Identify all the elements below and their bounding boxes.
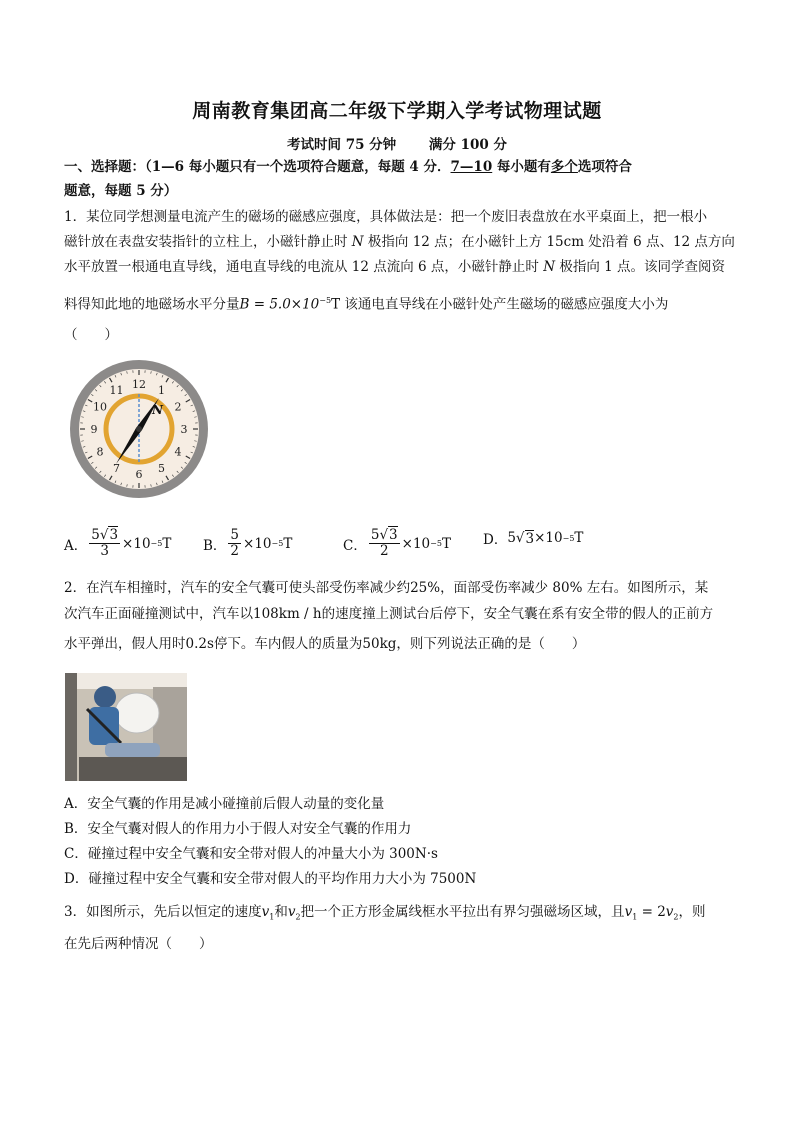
option-tail: ×10 [401, 535, 431, 552]
frac-den: 2 [230, 543, 240, 559]
compass-clock-figure [68, 358, 210, 500]
section-multi: 多个 [550, 159, 578, 175]
q1-line2 [64, 233, 734, 251]
q1-option-a[interactable] [64, 528, 171, 559]
photo-door-frame [65, 673, 77, 781]
clock-number: 10 [93, 400, 108, 414]
option-unit: T [441, 535, 451, 552]
needle-pivot [136, 426, 142, 432]
q3-line1 [64, 903, 734, 927]
option-unit: T [162, 535, 172, 552]
q2-time: 0.2s [185, 636, 214, 652]
q2-option-a[interactable]: A．安全气囊的作用是减小碰撞前后假人动量的变化量 [64, 796, 385, 812]
q3-text: 把一个正方形金属线框水平拉出有界匀强磁场区域，且 [300, 904, 625, 920]
clock-number: 8 [96, 445, 104, 459]
q2-text: 的速度撞上测试台后停下，安全气囊在系有安全带的假人的正前方 [321, 606, 714, 622]
q1-line3 [64, 258, 734, 276]
q2-line1 [64, 579, 734, 597]
v2-symbol: v [287, 904, 296, 920]
q3-line2: 在先后两种情况（ ） [64, 936, 213, 952]
q3-eq: = 2 [637, 904, 666, 920]
v1-symbol: v [261, 904, 270, 920]
q2-speed: 108km / h [253, 606, 322, 622]
q2-pct: 25% [410, 580, 441, 596]
crash-test-photo [65, 673, 187, 781]
q2-option-d[interactable]: D．碰撞过程中安全气囊和安全带对假人的平均作用力大小为 7500N [64, 871, 477, 887]
option-exp: −5 [562, 533, 575, 543]
v1-symbol: v [624, 904, 633, 920]
option-exp: −5 [271, 539, 284, 548]
q1-text: 极指向 12 点；在小磁针上方 15cm 处沿着 6 点、12 点方向 [367, 234, 735, 250]
exam-title: 周南教育集团高二年级下学期入学考试物理试题 [192, 100, 602, 122]
q2-text: 次汽车正面碰撞测试中，汽车以 [64, 606, 253, 622]
section-header [64, 158, 734, 176]
q2-text: ，则下列说法正确的是（ ） [396, 636, 586, 652]
q2-option-c[interactable]: C．碰撞过程中安全气囊和安全带对假人的冲量大小为 300N·s [64, 846, 438, 862]
clock-number: 6 [135, 468, 143, 481]
frac-num: 5 [370, 527, 380, 543]
v1-sub: 1 [632, 912, 638, 922]
clock-number: 11 [109, 384, 124, 398]
q1-text: 料得知此地的地磁场水平分量 [64, 296, 240, 313]
b-formula: B = 5.0×10 [239, 296, 320, 313]
clock-number: 9 [90, 423, 98, 436]
v2-sub: 2 [295, 912, 301, 922]
option-tail: ×10 [534, 530, 563, 546]
v2-sub: 2 [673, 912, 679, 922]
option-fraction [228, 528, 241, 559]
q1-option-d[interactable]: D． 5 √ 3 ×10 −5 T [483, 530, 584, 548]
frac-den: 2 [379, 543, 389, 559]
option-label: A． [64, 537, 88, 554]
option-label: C． [343, 537, 367, 554]
photo-dummy-head [94, 686, 116, 708]
q3-text: 和 [274, 904, 288, 920]
option-tail: ×10 [243, 535, 272, 552]
q1-paren: （ ） [64, 327, 118, 343]
clock-number: 12 [132, 378, 146, 391]
option-label: D． [483, 532, 508, 548]
photo-window [65, 673, 187, 689]
exam-subtitle [0, 133, 794, 153]
q2-line3 [64, 635, 734, 653]
clock-number: 5 [158, 461, 165, 475]
exam-time: 考试时间 75 分钟 [287, 137, 397, 153]
clock-number: 3 [180, 423, 188, 436]
option-unit: T [283, 535, 293, 552]
photo-dummy-legs [105, 743, 160, 757]
v1-sub: 1 [269, 912, 275, 922]
option-rad: 3 [525, 530, 535, 547]
clock-number: 4 [174, 445, 182, 459]
q1-text: 磁针放在表盘安装指针的立柱上，小磁针静止时 [64, 234, 348, 250]
q2-text: 2．在汽车相撞时，汽车的安全气囊可使头部受伤率减少约 [64, 580, 411, 596]
q1-text: T 该通电直导线在小磁针处产生磁场的磁感应强度大小为 [331, 296, 669, 313]
option-exp: −5 [150, 539, 163, 548]
v2-symbol: v [665, 904, 674, 920]
frac-num: 5 [230, 527, 240, 543]
q2-text: ，面部受伤率减少 80% 左右。如图所示，某 [440, 580, 709, 596]
n-symbol: N [543, 259, 556, 275]
option-tail: ×10 [122, 535, 151, 552]
frac-rad: 3 [109, 527, 119, 543]
q2-mass: 50kg [362, 636, 397, 652]
clock-number: 1 [158, 384, 165, 398]
option-fraction: $\frac{5√3}{3}$ [91, 527, 119, 559]
q1-option-b[interactable] [203, 528, 292, 559]
option-unit: T [574, 530, 584, 546]
option-exp: −5 [430, 539, 442, 548]
q2-line2 [64, 605, 734, 623]
clock-number: 2 [174, 400, 182, 414]
option-fraction: $\frac{5√3}{2}$ [370, 527, 398, 559]
b-exp: −5 [319, 296, 332, 305]
option-label: B． [203, 537, 227, 554]
photo-airbag [115, 693, 159, 733]
section-text-2: 每小题有 [492, 159, 551, 175]
frac-num: 5 [91, 527, 100, 543]
photo-floor [79, 757, 187, 781]
needle-n-label: N [152, 403, 163, 417]
q1-text: 极指向 1 点。该同学查阅资 [559, 259, 726, 275]
section-range: 7—10 [450, 159, 493, 175]
q2-text: 停下。车内假人的质量为 [213, 636, 363, 652]
option-coef: 5 [507, 530, 516, 546]
frac-den: 3 [100, 543, 109, 559]
frac-rad: 3 [389, 527, 398, 543]
section-header-line2: 题意，每题 5 分） [64, 183, 178, 199]
q1-line4 [64, 292, 734, 314]
q2-text: 水平弹出，假人用时 [64, 636, 186, 652]
exam-score: 满分 100 分 [428, 137, 507, 153]
q1-text: 水平放置一根通电直导线，通电直导线的电流从 12 点流向 6 点，小磁针静止时 [64, 259, 539, 275]
section-text-1: （1—6 每小题只有一个选项符合题意，每题 4 分． [145, 159, 451, 175]
section-label: 一、选择题： [64, 159, 145, 175]
clock-number: 7 [113, 461, 120, 475]
q1-option-c[interactable] [343, 528, 451, 559]
n-symbol: N [351, 234, 364, 250]
q3-text: 3．如图所示，先后以恒定的速度 [64, 904, 262, 920]
q2-option-b[interactable]: B．安全气囊对假人的作用力小于假人对安全气囊的作用力 [64, 821, 412, 837]
q3-text: ，则 [678, 904, 706, 920]
section-text-3: 选项符合 [577, 159, 632, 175]
q1-line1: 1．某位同学想测量电流产生的磁场的磁感应强度，具体做法是：把一个废旧表盘放在水平桌面上，把一根小 [64, 209, 708, 225]
